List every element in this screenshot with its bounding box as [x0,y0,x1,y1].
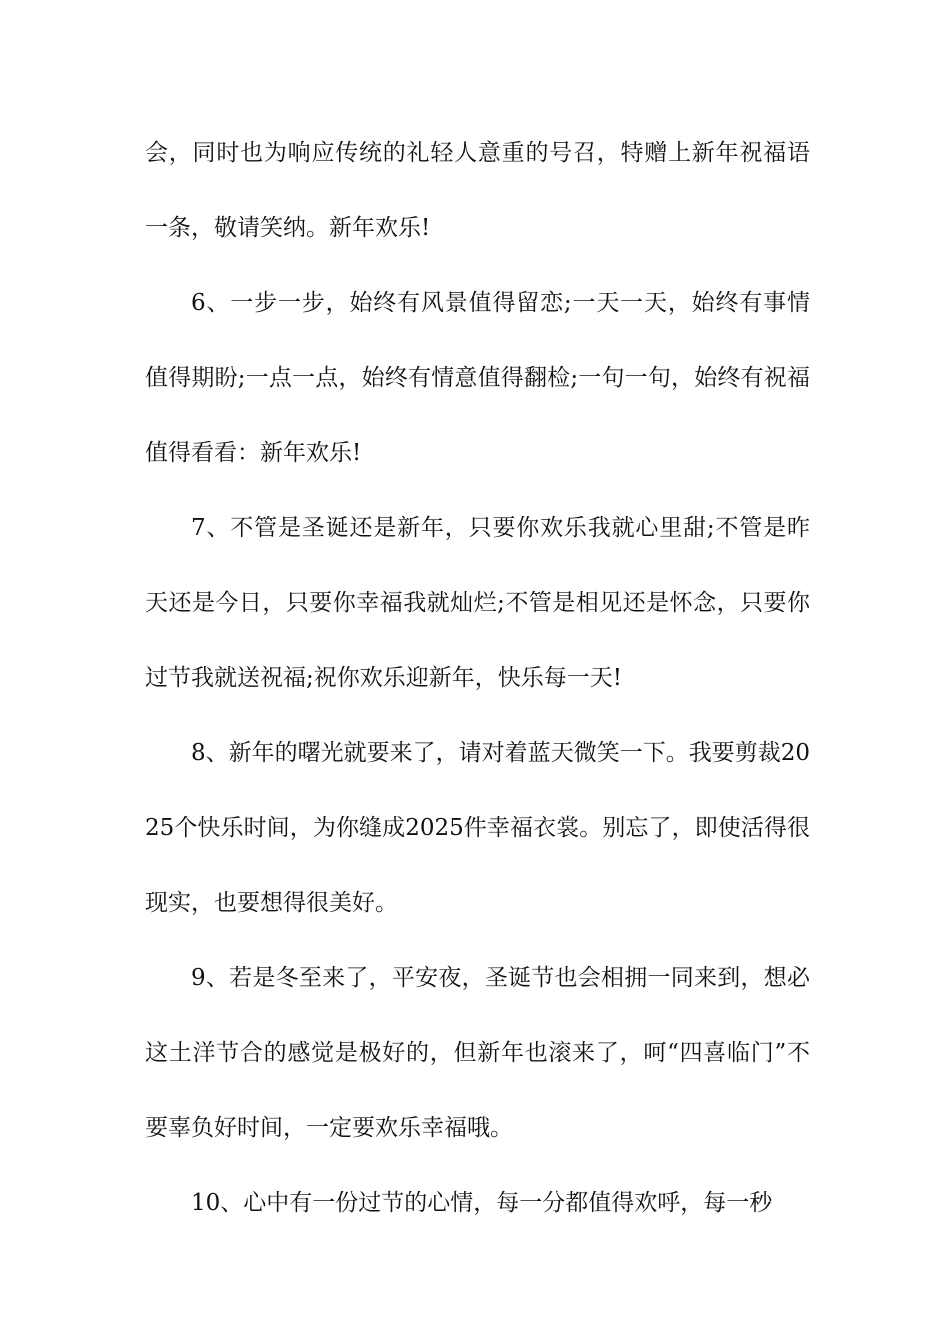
paragraph-continuation: 会，同时也为响应传统的礼轻人意重的号召，特赠上新年祝福语一条，敬请笑纳。新年欢乐! [145,140,810,241]
paragraph-item-9: 9、若是冬至来了，平安夜，圣诞节也会相拥一同来到，想必这土洋节合的感觉是极好的，但新年也滚来了，呵“四喜临门”不要辜负好时间，一定要欢乐幸福哦。 [145,965,810,1141]
document-body [145,116,810,1241]
paragraph-item-8: 8、新年的曙光就要来了，请对着蓝天微笑一下。我要剪裁2025个快乐时间，为你缝成2025件幸福衣裳。别忘了，即使活得很现实，也要想得很美好。 [145,740,810,916]
paragraph-item-10: 10、心中有一份过节的心情，每一分都值得欢呼，每一秒 [191,1190,773,1216]
paragraph-item-7: 7、不管是圣诞还是新年，只要你欢乐我就心里甜;不管是昨天还是今日，只要你幸福我就灿烂;不管是相见还是怀念，只要你过节我就送祝福;祝你欢乐迎新年，快乐每一天! [145,515,810,691]
paragraph-item-6: 6、一步一步，始终有风景值得留恋;一天一天，始终有事情值得期盼;一点一点，始终有情意值得翻检;一句一句，始终有祝福值得看看：新年欢乐! [145,290,810,466]
